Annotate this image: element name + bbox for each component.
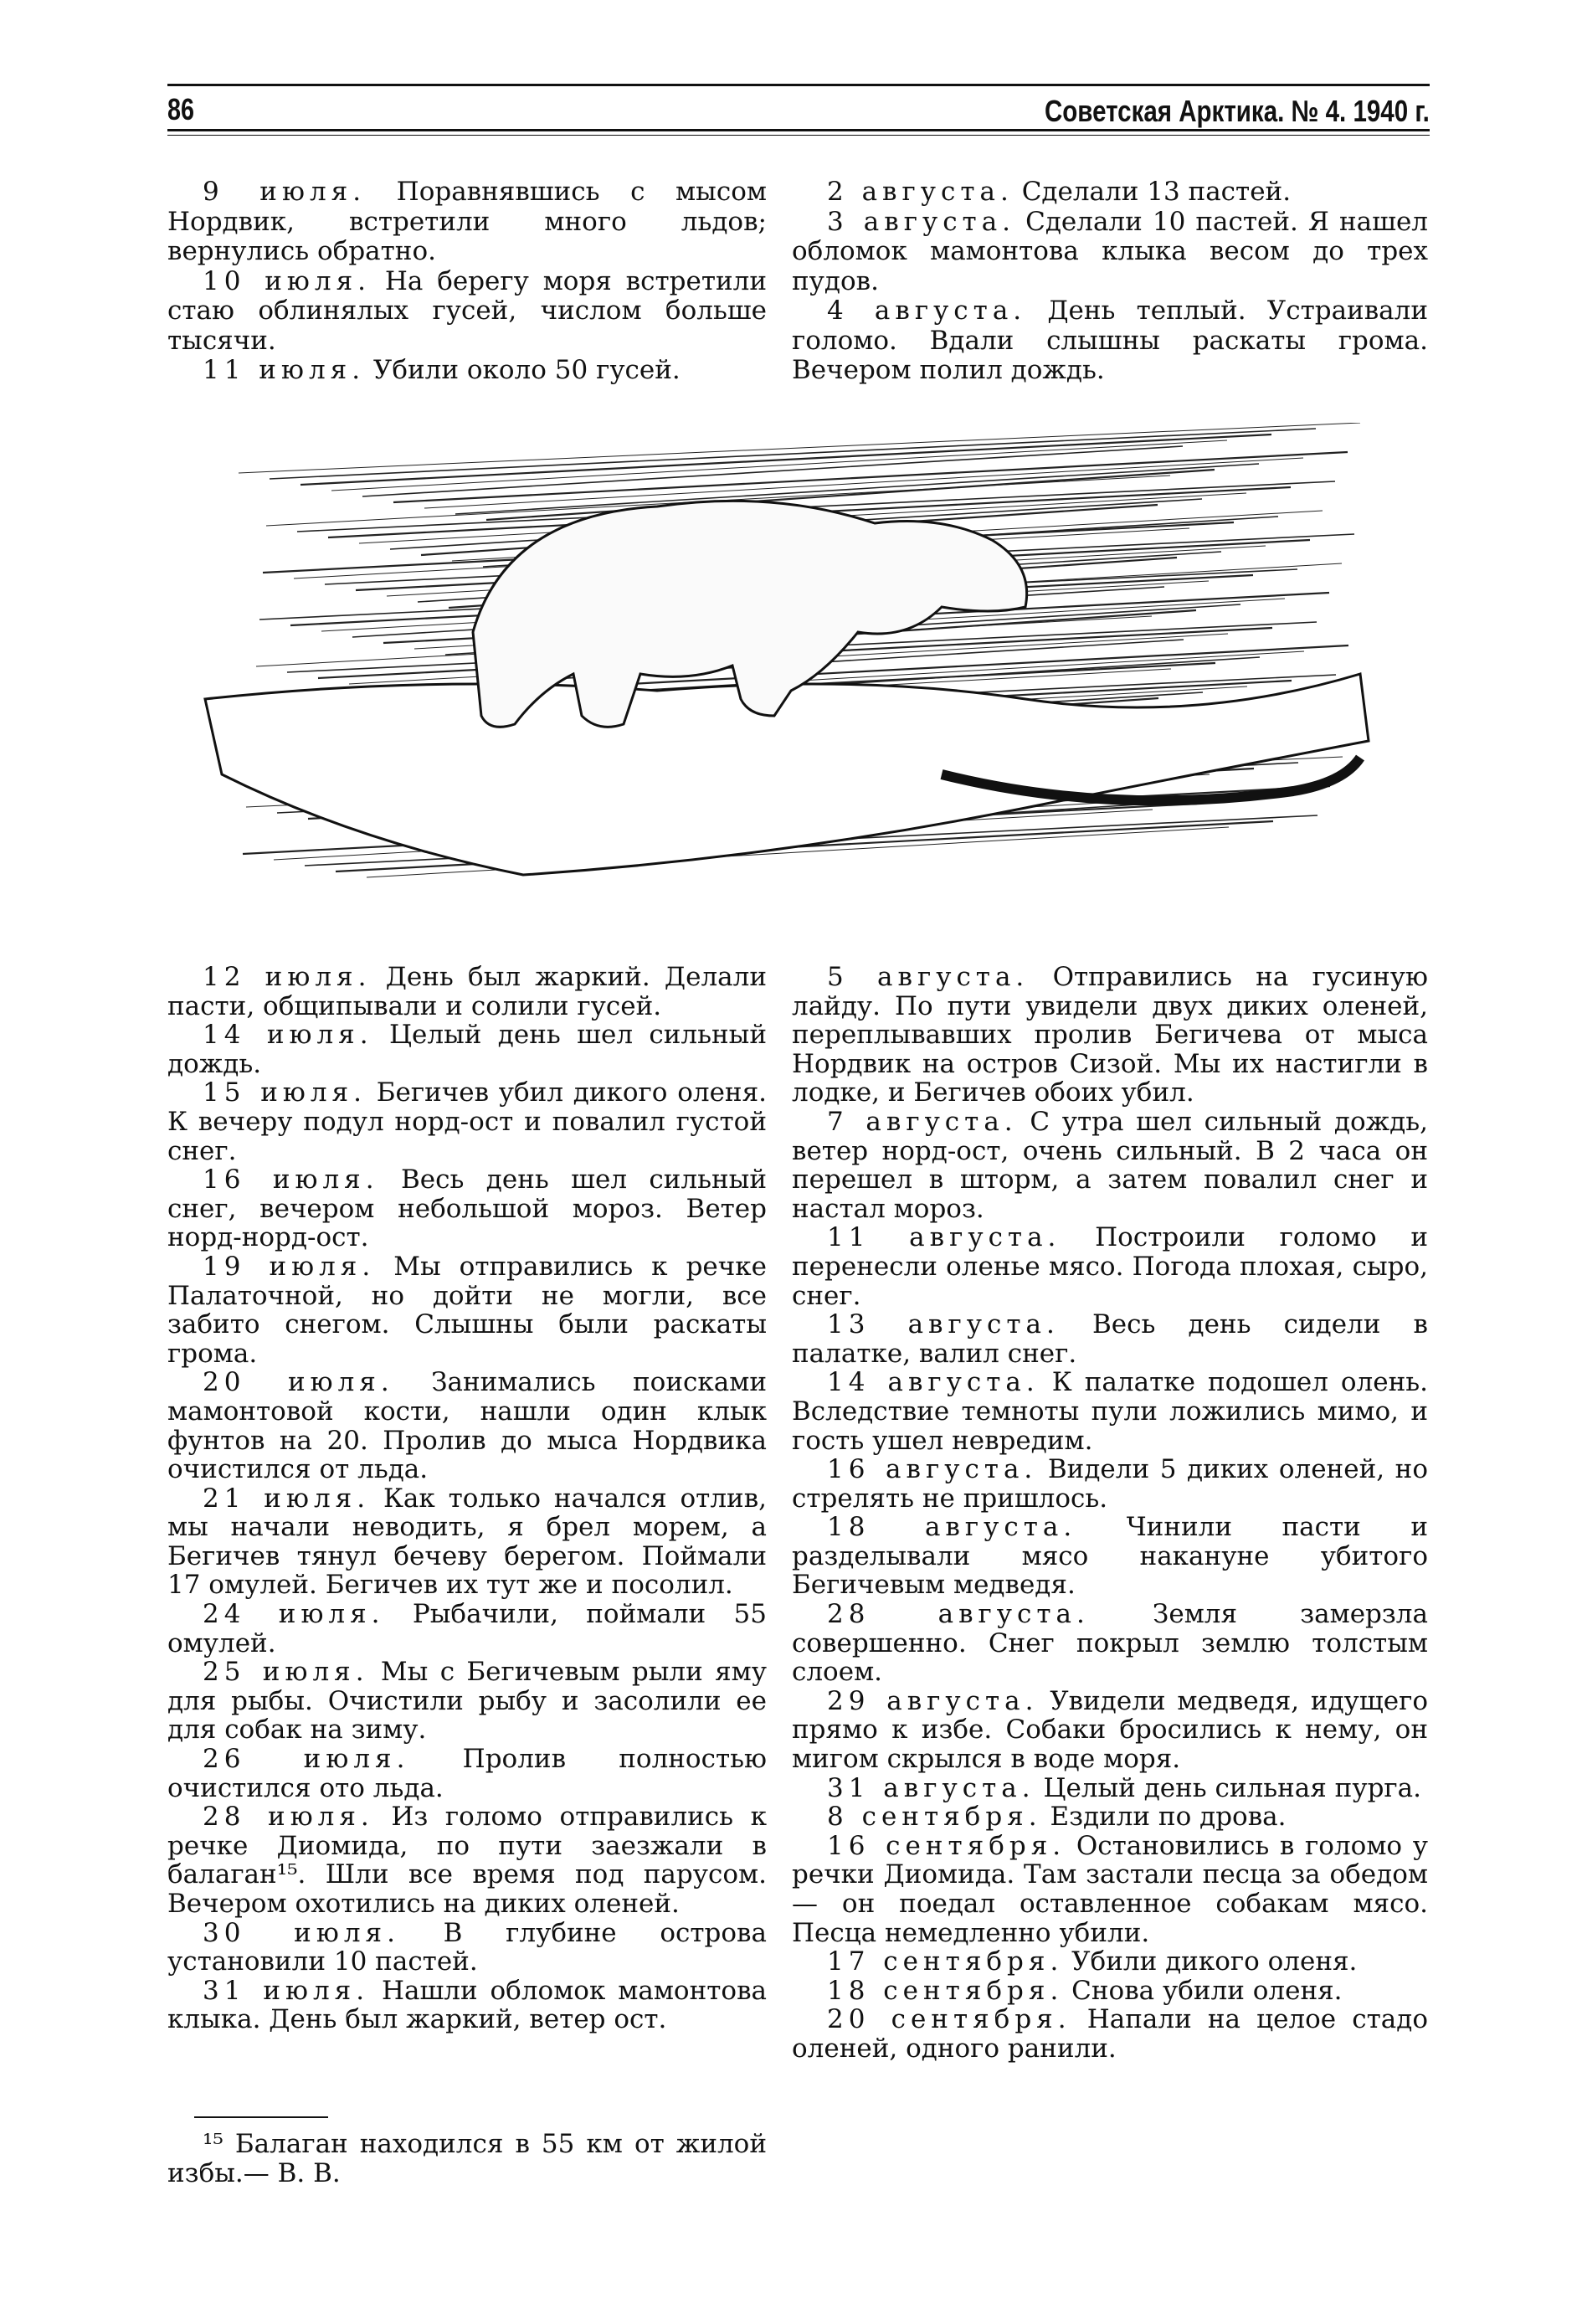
entry-date: 16 августа.: [827, 1454, 1038, 1485]
entry-text: Чинили пасти и разделывали мясо накануне убитого Бегичевым медведя.: [792, 1512, 1428, 1601]
diary-entry: [167, 1165, 767, 1252]
entry-text: Снова убили оленя.: [1071, 1975, 1343, 2006]
entry-text: Бегичев убил дикого оленя. К вечеру подул норд-ост и повалил густой снег.: [167, 1077, 767, 1166]
entry-text: Рыбачили, поймали 55 омулей.: [167, 1599, 767, 1658]
entry-text: С утра шел сильный дождь, ветер норд-ост, очень сильный. В 2 часа он перешел в шторм, а затем повалил снег и настал мороз.: [792, 1106, 1429, 1224]
entry-text: Занимались поисками мамонтовой кости, нашли один клык фунтов на 20. Пролив до мыса Нордвика очистился от льда.: [167, 1367, 767, 1485]
entry-text: Убили дикого оленя.: [1071, 1946, 1358, 1977]
page-number: 86: [167, 92, 195, 126]
diary-entry: [167, 1802, 767, 1918]
entry-date: 26 июля.: [203, 1744, 410, 1775]
entry-text: Мы с Бегичевым рыли яму для рыбы. Очистили рыбу и засолили ее для собак на зиму.: [167, 1657, 767, 1746]
entry-text: Сделали 10 пастей. Я нашел обломок мамонтова клыка весом до трех пудов.: [792, 206, 1429, 296]
header-bottom-rule-thin: [167, 135, 1430, 136]
entry-date: 28 июля.: [203, 1802, 374, 1833]
footnote: ¹⁵ Балаган находился в 55 км от жилой избы.— В. В.: [167, 2129, 767, 2188]
hatch-stroke: [362, 446, 1183, 496]
entry-date: 5 августа.: [827, 962, 1030, 992]
diary-entry: [792, 1455, 1428, 1513]
entry-date: 30 июля.: [203, 1917, 400, 1948]
diary-entry: [167, 1252, 767, 1368]
diary-entry: [167, 267, 767, 357]
diary-entry: [792, 1832, 1428, 1947]
diary-column-bottom-right: [792, 963, 1428, 2064]
entry-date: 25 июля.: [203, 1657, 369, 1688]
entry-text: Пролив полностью очистился ото льда.: [167, 1744, 767, 1803]
diary-entry: [792, 1802, 1428, 1832]
diary-entry: [792, 963, 1428, 1108]
entry-text: Весь день сидели в палатке, валил снег.: [792, 1309, 1428, 1369]
diary-entry: [792, 1310, 1428, 1368]
diary-entry: [792, 1774, 1428, 1803]
diary-column-top-left: [167, 177, 767, 386]
diary-entry: [792, 1977, 1428, 2006]
diary-entry: [792, 1108, 1428, 1223]
entry-date: 24 июля.: [203, 1599, 385, 1630]
entry-text: День был жаркий. Делали пасти, общипывали и солили гусей.: [167, 962, 768, 1021]
entry-date: 11 августа.: [827, 1222, 1061, 1253]
hatch-stroke: [300, 434, 1271, 485]
entry-text: Целый день шел сильный дождь.: [167, 1020, 768, 1079]
diary-entry: [167, 1484, 767, 1600]
diary-entry: [792, 296, 1428, 386]
ice-floe: [205, 674, 1369, 875]
entry-date: 18 сентября.: [827, 1975, 1064, 2006]
entry-date: 11 июля.: [203, 355, 366, 385]
diary-entry: [167, 1078, 767, 1165]
entry-date: 21 июля.: [203, 1483, 371, 1514]
footnote-rule: [194, 2116, 328, 2118]
header-bottom-rule: [167, 129, 1430, 131]
entry-date: 18 августа.: [827, 1512, 1077, 1543]
entry-text: Весь день шел сильный снег, вечером небольшой мороз. Ветер норд-норд-ост.: [167, 1165, 767, 1253]
entry-text: Земля замерзла совершенно. Снег покрыл землю толстым слоем.: [792, 1599, 1428, 1688]
diary-entry: [167, 963, 767, 1021]
hatch-stroke: [239, 423, 1360, 473]
entry-date: 16 июля.: [203, 1165, 379, 1195]
entry-text: Увидели медведя, идущего прямо к избе. Собаки бросились к нему, он мигом скрылся в воде моря.: [792, 1685, 1428, 1775]
entry-date: 17 сентября.: [827, 1946, 1064, 1977]
diary-entry: [167, 1977, 767, 2034]
diary-column-top-right: [792, 177, 1428, 386]
diary-entry: [792, 2005, 1428, 2063]
entry-date: 20 сентября.: [827, 2004, 1071, 2035]
entry-date: 13 августа.: [827, 1309, 1060, 1340]
entry-date: 19 июля.: [203, 1251, 376, 1282]
entry-text: В глубине острова установили 10 пастей.: [167, 1917, 767, 1977]
entry-date: 3 августа.: [827, 206, 1016, 237]
entry-date: 28 августа.: [827, 1599, 1090, 1630]
polar-bear-illustration: [188, 423, 1385, 896]
diary-entry: [167, 1600, 767, 1658]
entry-date: 12 июля.: [203, 962, 372, 992]
diary-entry: [167, 356, 767, 386]
entry-text: Из голомо отправились к речке Диомида, по пути заезжали в балаган¹⁵. Шли все время под парусом. Вечером охотились на диких оленей.: [167, 1802, 768, 1919]
diary-entry: [167, 1745, 767, 1802]
diary-column-bottom-left: [167, 963, 767, 2034]
entry-date: 16 сентября.: [827, 1830, 1066, 1861]
diary-entry: [792, 1600, 1428, 1687]
entry-text: На берегу моря встретили стаю облинялых гусей, числом больше тысячи.: [167, 265, 768, 356]
entry-date: 29 августа.: [827, 1685, 1039, 1716]
journal-title: Советская Арктика. № 4. 1940 г.: [1045, 94, 1430, 128]
diary-entry: [167, 1368, 767, 1483]
entry-date: 31 июля.: [203, 1975, 370, 2006]
entry-date: 7 августа.: [827, 1106, 1018, 1137]
diary-entry: [792, 1513, 1428, 1600]
entry-date: 15 июля.: [203, 1077, 367, 1108]
diary-entry: [167, 1021, 767, 1078]
entry-text: Нашли обломок мамонтова клыка. День был жаркий, ветер ост.: [167, 1975, 767, 2035]
entry-date: 9 июля.: [203, 177, 367, 207]
entry-text: Ездили по дрова.: [1050, 1802, 1287, 1833]
entry-date: 31 августа.: [827, 1772, 1035, 1803]
entry-date: 20 июля.: [203, 1367, 394, 1398]
diary-entry: [167, 1919, 767, 1977]
diary-entry: [792, 1223, 1428, 1310]
diary-entry: [792, 1368, 1428, 1455]
entry-text: Поравнявшись с мысом Нордвик, встретили много льдов; вернулись обратно.: [167, 177, 767, 266]
diary-entry: [167, 177, 767, 267]
diary-entry: [792, 1687, 1428, 1774]
header-top-rule: [167, 84, 1430, 86]
diary-entry: [792, 208, 1428, 297]
diary-entry: [792, 177, 1428, 208]
entry-date: 8 сентября.: [827, 1802, 1042, 1833]
entry-text: Напали на целое стадо оленей, одного ранили.: [792, 2004, 1429, 2064]
entry-text: К палатке подошел олень. Вследствие темноты пули ложились мимо, и гость ушел невредим.: [792, 1367, 1428, 1456]
entry-text: Остановились в голомо у речки Диомида. Там застали песца за обедом — он поедал оставленное собакам мясо. Песца немедленно убили.: [792, 1830, 1429, 1948]
entry-date: 14 августа.: [827, 1367, 1040, 1398]
entry-text: Сделали 13 пастей.: [1021, 177, 1292, 207]
entry-text: Целый день сильная пурга.: [1043, 1772, 1421, 1803]
hatch-stroke: [486, 470, 1215, 520]
entry-date: 4 августа.: [827, 296, 1027, 326]
entry-text: Видели 5 диких оленей, но стрелять не пришлось.: [792, 1454, 1428, 1514]
entry-text: Построили голомо и перенесли оленье мясо. Погода плохая, сыро, снег.: [792, 1222, 1428, 1311]
entry-date: 10 июля.: [203, 265, 372, 296]
hatch-stroke: [270, 429, 1316, 479]
entry-text: День теплый. Устраивали голомо. Вдали слышны раскаты грома. Вечером полил дождь.: [792, 296, 1429, 385]
entry-text: Как только начался отлив, мы начали неводить, я брел морем, а Бегичев тянул бечеву берегом. Поймали 17 омулей. Бегичев их тут же и посолил.: [167, 1483, 767, 1601]
entry-text: Отправились на гусиную лайду. По пути увидели двух диких оленей, переплывавших пролив Бегичева от мыса Нордвик на остров Сизой. Мы их настигли в лодке, и Бегичев обоих убил.: [792, 962, 1429, 1108]
entry-date: 2 августа.: [827, 177, 1014, 207]
entry-text: Убили около 50 гусей.: [372, 355, 681, 385]
entry-date: 14 июля.: [203, 1020, 373, 1051]
diary-entry: [167, 1658, 767, 1745]
entry-text: Мы отправились к речке Палаточной, но дойти не могли, все забито снегом. Слышны были раскаты грома.: [167, 1251, 767, 1369]
diary-entry: [792, 1947, 1428, 1977]
